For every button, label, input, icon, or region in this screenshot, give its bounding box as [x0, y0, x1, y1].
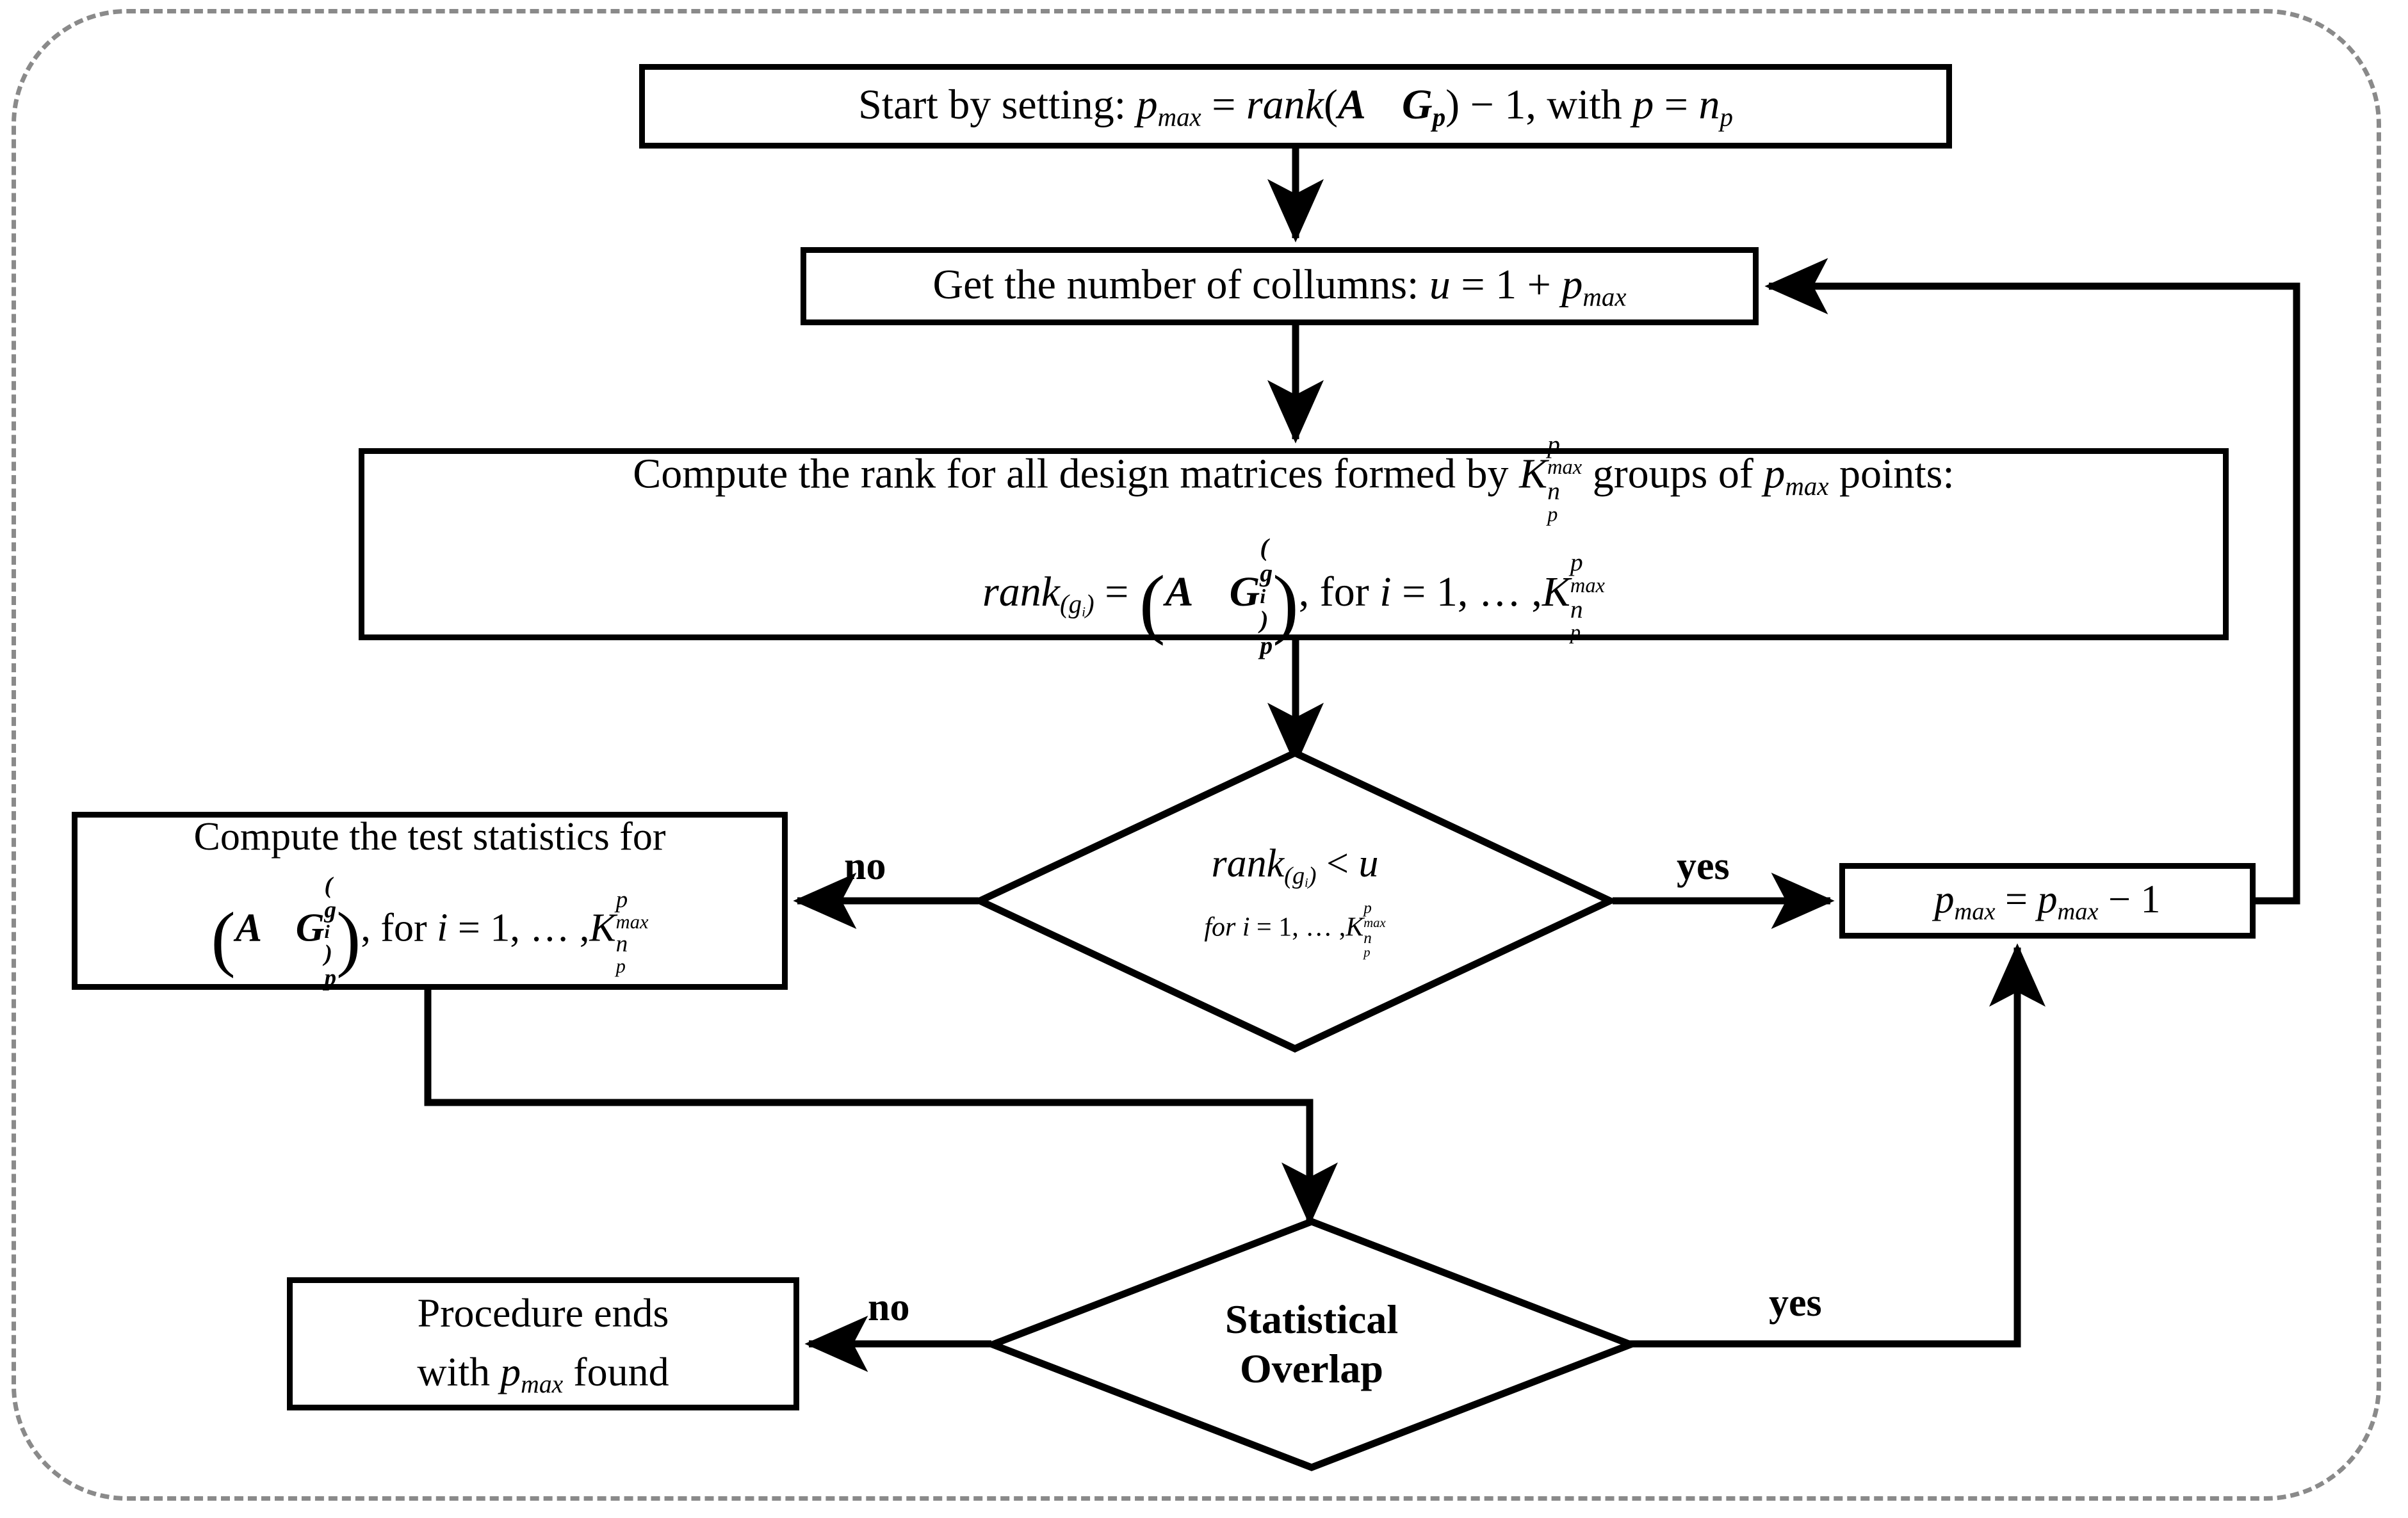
decrement-pmax-box — [1839, 863, 2256, 939]
overlap-diamond-label — [988, 1216, 1636, 1473]
rank-K: K — [1519, 450, 1548, 497]
get-columns-box — [801, 247, 1759, 325]
rank-diamond-line2 — [1204, 900, 1385, 960]
rank2-open-paren: ( — [1139, 560, 1166, 647]
start-lead: Start by setting: — [858, 81, 1127, 129]
rank-K-sup-sub: max — [1547, 456, 1582, 480]
stats-eq: = — [457, 905, 480, 949]
start-eq: = — [1212, 81, 1236, 129]
end-pmax: p — [500, 1349, 521, 1394]
stats-open-paren: ( — [211, 897, 236, 979]
stats-G-sub: p — [324, 964, 337, 991]
edge-label-yes-overlap: yes — [1769, 1281, 1822, 1325]
d1-for: for — [1204, 912, 1236, 942]
rank-l1c: points: — [1839, 450, 1955, 497]
dec-p2: p — [2037, 877, 2058, 921]
dec-p1: p — [1934, 877, 1955, 921]
rank-l1a: Compute the rank for all design matrices formed by — [633, 450, 1509, 497]
cols-one-plus: 1 + — [1495, 261, 1551, 309]
rank2-G-sup-i: i — [1260, 585, 1266, 608]
rank2-G-indices: ( g i ) p — [1260, 533, 1273, 660]
end-found: found — [573, 1349, 669, 1394]
stats-fori: , for — [361, 905, 427, 949]
compute-rank-line2 — [381, 534, 2206, 658]
rank2-close-paren: ) — [1273, 560, 1299, 647]
stats-K-sup-sub: max — [615, 910, 649, 933]
cols-pmax: p — [1561, 261, 1583, 309]
rank-pmax: p — [1764, 450, 1786, 497]
rank2-K-sup-sub: max — [1570, 574, 1605, 597]
overlap-line1: Statistical — [1224, 1296, 1399, 1343]
dec-eq: = — [2005, 877, 2028, 921]
stats-G-sup-i: i — [324, 921, 330, 942]
rank2-K-sub-sub: p — [1570, 621, 1581, 645]
edge-overlap-yes-to-decrement — [1628, 948, 2017, 1344]
cols-eq: = — [1461, 261, 1485, 309]
d1-sub-i: i — [1305, 876, 1308, 891]
stats-A: A — [235, 905, 263, 949]
start-close-paren: ) — [1445, 81, 1460, 129]
start-box — [639, 64, 1952, 149]
procedure-ends-line2 — [309, 1346, 777, 1401]
d1-u: u — [1358, 842, 1379, 886]
stats-i: i — [437, 905, 448, 949]
cols-pmax-sub: max — [1582, 282, 1627, 312]
rank2-K: K — [1542, 568, 1570, 615]
rank-K-sub-sub: p — [1547, 503, 1558, 526]
rank-K-sup: p — [1547, 430, 1560, 458]
stats-G-sup-g: g — [324, 896, 337, 923]
rank2-eq2: = — [1402, 568, 1426, 615]
stats-K-sup: p — [615, 886, 628, 913]
d1-sub-g: g — [1292, 862, 1305, 890]
start-rank: rank — [1246, 81, 1324, 129]
end-with: with — [417, 1349, 491, 1394]
rank2-sub-i: i — [1082, 604, 1086, 620]
compute-test-statistics-box — [72, 812, 788, 990]
stats-list: 1, … , — [490, 905, 590, 949]
start-pmax-sub: max — [1157, 102, 1201, 132]
d1-lt: < — [1326, 842, 1349, 886]
rank-pmax-sub: max — [1785, 471, 1829, 501]
start-matrix-G: G — [1402, 81, 1433, 129]
dec-p1-sub: max — [1954, 898, 1996, 925]
d1-K-sup-sub: max — [1363, 916, 1386, 930]
d1-i: i — [1242, 912, 1250, 942]
d1-K-indices — [1363, 900, 1385, 960]
start-n: n — [1698, 81, 1720, 129]
compute-rank-line1 — [381, 431, 2206, 525]
stats-K-sub: n — [615, 930, 628, 957]
d1-list: 1, … , — [1278, 912, 1346, 942]
compute-rank-box — [359, 430, 2229, 660]
procedure-ends-line1: Procedure ends — [417, 1290, 669, 1336]
stats-K: K — [589, 905, 616, 949]
rank2-K-indices — [1570, 549, 1605, 643]
decrement-pmax-text — [1845, 872, 2250, 930]
d1-rank: rank — [1211, 842, 1285, 886]
edge-label-yes-rank: yes — [1677, 844, 1730, 888]
stats-G: G — [295, 905, 325, 949]
d1-eq: = — [1257, 912, 1272, 942]
dec-minus-one: − 1 — [2108, 877, 2161, 921]
stats-close-paren: ) — [336, 897, 361, 979]
rank-l1b: groups of — [1592, 450, 1753, 497]
start-matrix-G-sub: p — [1432, 102, 1446, 132]
rank-less-than-u-diamond — [975, 748, 1615, 1054]
rank2-sub-g: g — [1068, 590, 1082, 619]
rank2-fori: , for — [1298, 568, 1369, 615]
stats-K-sub-sub: p — [615, 955, 626, 977]
rank2-K-sup: p — [1570, 548, 1583, 577]
end-pmax-sub: max — [521, 1370, 564, 1399]
start-minus-one: − 1, with — [1470, 81, 1622, 129]
cols-lead: Get the number of collumns: — [932, 261, 1419, 309]
start-p: p — [1632, 81, 1654, 129]
rank2-A: A — [1165, 568, 1194, 615]
rank2-eq: = — [1105, 568, 1129, 615]
compute-rank-box-text — [364, 428, 2223, 661]
stats-K-indices — [616, 888, 649, 976]
rank2-rank: rank — [982, 568, 1060, 615]
stats-G-indices: ( g i ) p — [324, 872, 337, 991]
rank2-G: G — [1229, 568, 1260, 615]
rank2-G-sup-g: g — [1260, 559, 1273, 588]
overlap-line2: Overlap — [1240, 1346, 1383, 1391]
d1-K-sup: p — [1363, 899, 1372, 917]
start-pmax: p — [1136, 81, 1158, 129]
rank2-i: i — [1379, 568, 1392, 615]
test-stats-line2 — [88, 873, 772, 990]
rank2-list: 1, … , — [1436, 568, 1542, 615]
d1-rank-sub: (gi) — [1284, 862, 1317, 891]
rank2-sub: (gi) — [1060, 590, 1094, 620]
compute-test-statistics-text — [77, 809, 782, 992]
rank2-K-sub: n — [1570, 595, 1583, 624]
edge-label-no-rank: no — [844, 844, 886, 888]
statistical-overlap-diamond — [988, 1216, 1636, 1473]
get-columns-box-text — [806, 255, 1753, 317]
procedure-ends-box — [287, 1277, 799, 1410]
start-n-sub: p — [1720, 102, 1733, 132]
d1-K-sub-sub: p — [1363, 946, 1371, 960]
d1-K: K — [1346, 912, 1364, 942]
d1-K-sub: n — [1363, 929, 1372, 947]
rank2-G-sub: p — [1260, 631, 1273, 660]
start-matrix-A: A — [1337, 81, 1366, 129]
start-box-text — [645, 76, 1946, 137]
procedure-ends-text — [293, 1284, 793, 1403]
rank-diamond-line1 — [1212, 842, 1379, 891]
rank-diamond-label — [975, 748, 1615, 1054]
dec-p2-sub: max — [2057, 898, 2099, 925]
test-stats-line1: Compute the test statistics for — [193, 815, 666, 859]
edge-label-no-overlap: no — [868, 1286, 910, 1329]
rank-K-indices — [1547, 432, 1582, 526]
rank-K-sub: n — [1547, 477, 1560, 506]
start-eq2: = — [1664, 81, 1688, 129]
start-open-paren: ( — [1323, 81, 1338, 129]
cols-u: u — [1429, 261, 1451, 309]
